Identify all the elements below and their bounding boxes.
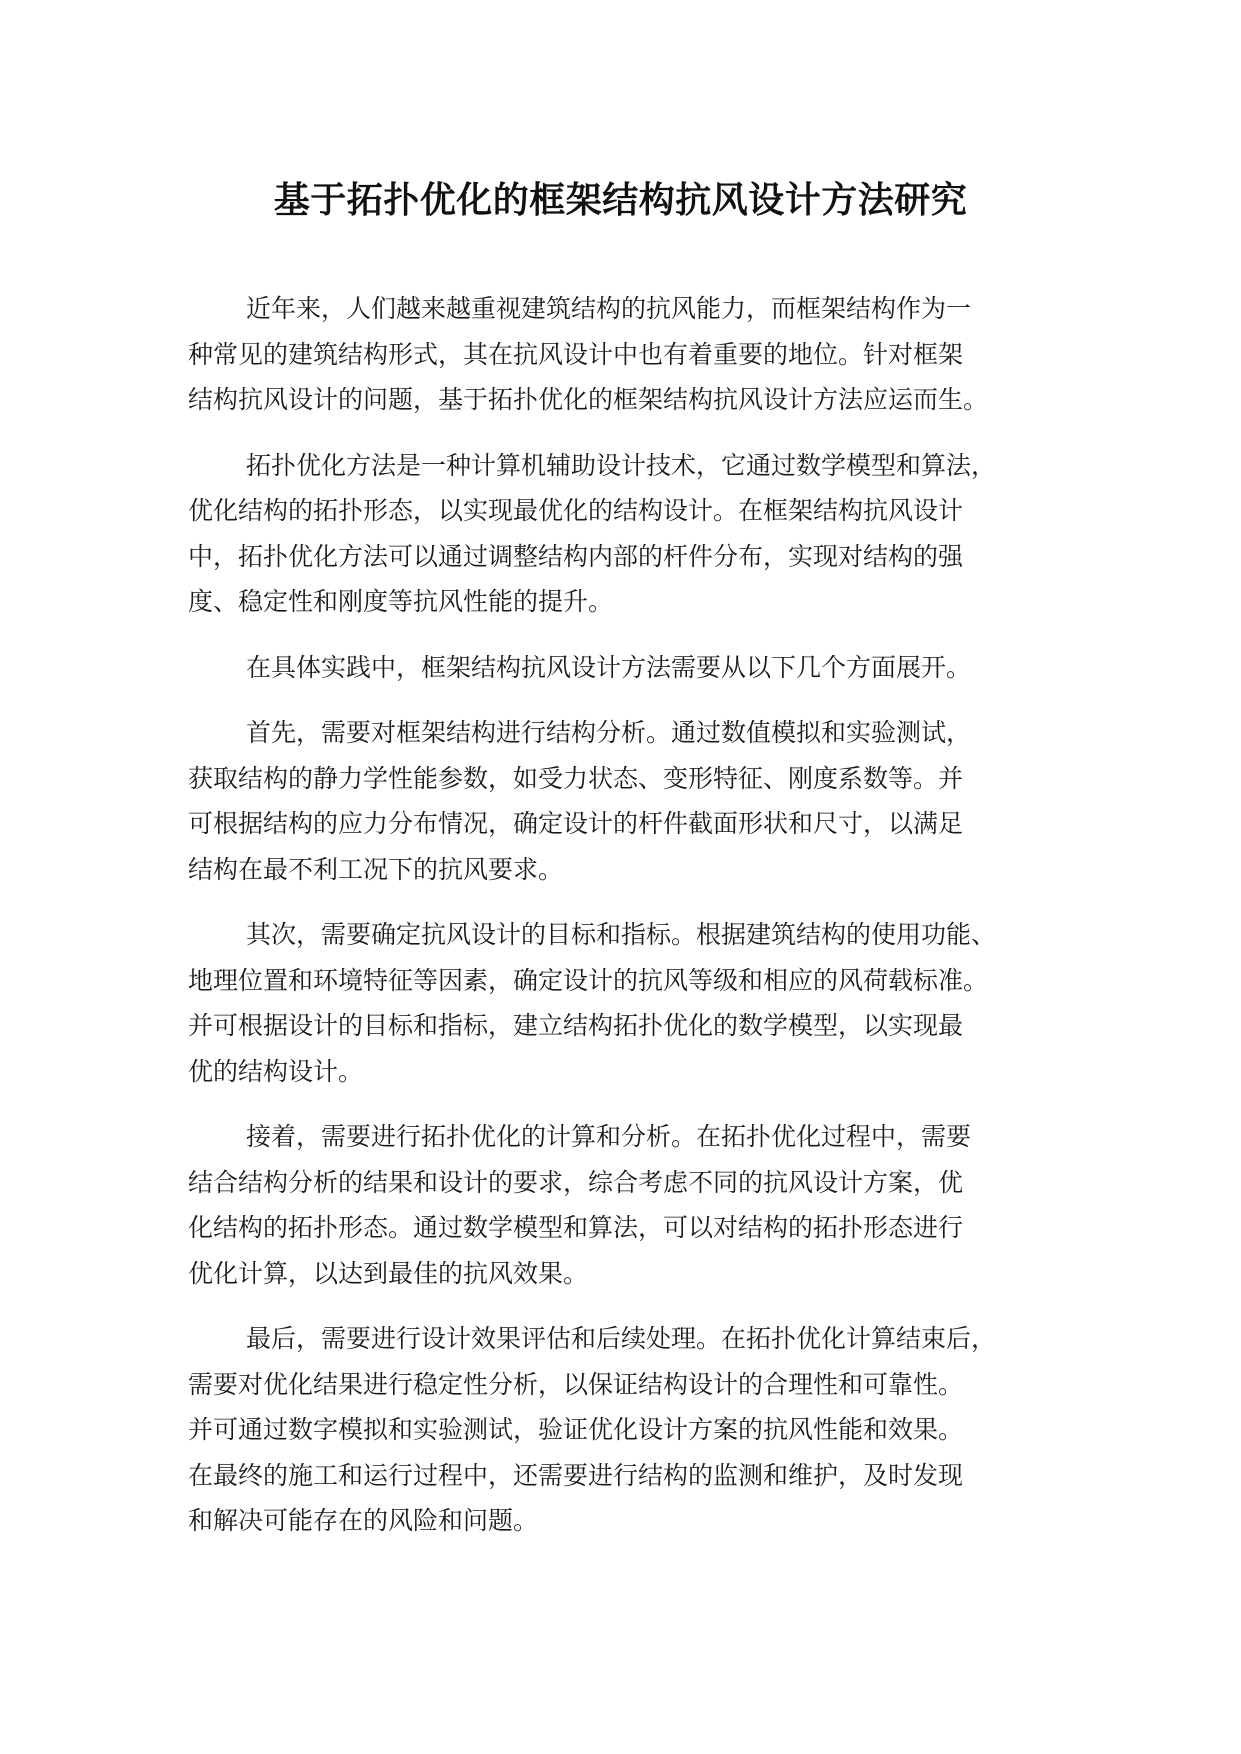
text-line: 度、稳定性和刚度等抗风性能的提升。 xyxy=(188,587,614,616)
paragraph-practice xyxy=(188,645,1088,691)
text-line: 在最终的施工和运行过程中，还需要进行结构的监测和维护，及时发现 xyxy=(188,1460,964,1490)
text-line: 并可根据设计的目标和指标，建立结构拓扑优化的数学模型，以实现最 xyxy=(188,1011,964,1040)
paragraph-final-step xyxy=(188,1316,1088,1544)
document-body xyxy=(188,286,1088,1564)
text-line: 优的结构设计。 xyxy=(188,1056,364,1086)
text-line: 可根据结构的应力分布情况，确定设计的杆件截面形状和尺寸，以满足 xyxy=(188,809,964,838)
paragraph-second-step xyxy=(188,912,1088,1094)
text-line: 并可通过数字模拟和实验测试，验证优化设计方案的抗风性能和效果。 xyxy=(188,1415,964,1444)
text-line: 最后，需要进行设计效果评估和后续处理。在拓扑优化计算结束后， xyxy=(246,1324,997,1353)
text-line: 中，拓扑优化方法可以通过调整结构内部的杆件分布，实现对结构的强 xyxy=(188,541,964,571)
text-line: 种常见的建筑结构形式，其在抗风设计中也有着重要的地位。针对框架 xyxy=(188,339,964,369)
paragraph-third-step xyxy=(188,1114,1088,1296)
text-line: 地理位置和环境特征等因素，确定设计的抗风等级和相应的风荷载标准。 xyxy=(188,965,989,995)
text-line: 结合结构分析的结果和设计的要求，综合考虑不同的抗风设计方案，优 xyxy=(188,1167,964,1197)
text-line: 优化计算，以达到最佳的抗风效果。 xyxy=(188,1258,589,1288)
text-line: 接着，需要进行拓扑优化的计算和分析。在拓扑优化过程中，需要 xyxy=(246,1122,972,1151)
text-line: 近年来，人们越来越重视建筑结构的抗风能力，而框架结构作为一 xyxy=(246,294,972,323)
document-title: 基于拓扑优化的框架结构抗风设计方法研究 xyxy=(273,180,968,221)
text-line: 结构抗风设计的问题，基于拓扑优化的框架结构抗风设计方法应运而生。 xyxy=(188,385,989,414)
text-line: 拓扑优化方法是一种计算机辅助设计技术，它通过数学模型和算法， xyxy=(246,450,997,480)
text-line: 和解决可能存在的风险和问题。 xyxy=(188,1506,539,1535)
text-line: 其次，需要确定抗风设计的目标和指标。根据建筑结构的使用功能、 xyxy=(246,920,997,949)
text-line: 需要对优化结果进行稳定性分析，以保证结构设计的合理性和可靠性。 xyxy=(188,1369,964,1399)
text-line: 获取结构的静力学性能参数，如受力状态、变形特征、刚度系数等。并 xyxy=(188,763,964,793)
paragraph-intro xyxy=(188,286,1088,423)
text-line: 在具体实践中，框架结构抗风设计方法需要从以下几个方面展开。 xyxy=(246,652,972,682)
paragraph-topology-method xyxy=(188,443,1088,625)
text-line: 化结构的拓扑形态。通过数学模型和算法，可以对结构的拓扑形态进行 xyxy=(188,1213,964,1242)
text-line: 首先，需要对框架结构进行结构分析。通过数值模拟和实验测试， xyxy=(246,718,972,747)
paragraph-first-step xyxy=(188,710,1088,892)
text-line: 优化结构的拓扑形态，以实现最优化的结构设计。在框架结构抗风设计 xyxy=(188,496,964,525)
text-line: 结构在最不利工况下的抗风要求。 xyxy=(188,854,564,884)
